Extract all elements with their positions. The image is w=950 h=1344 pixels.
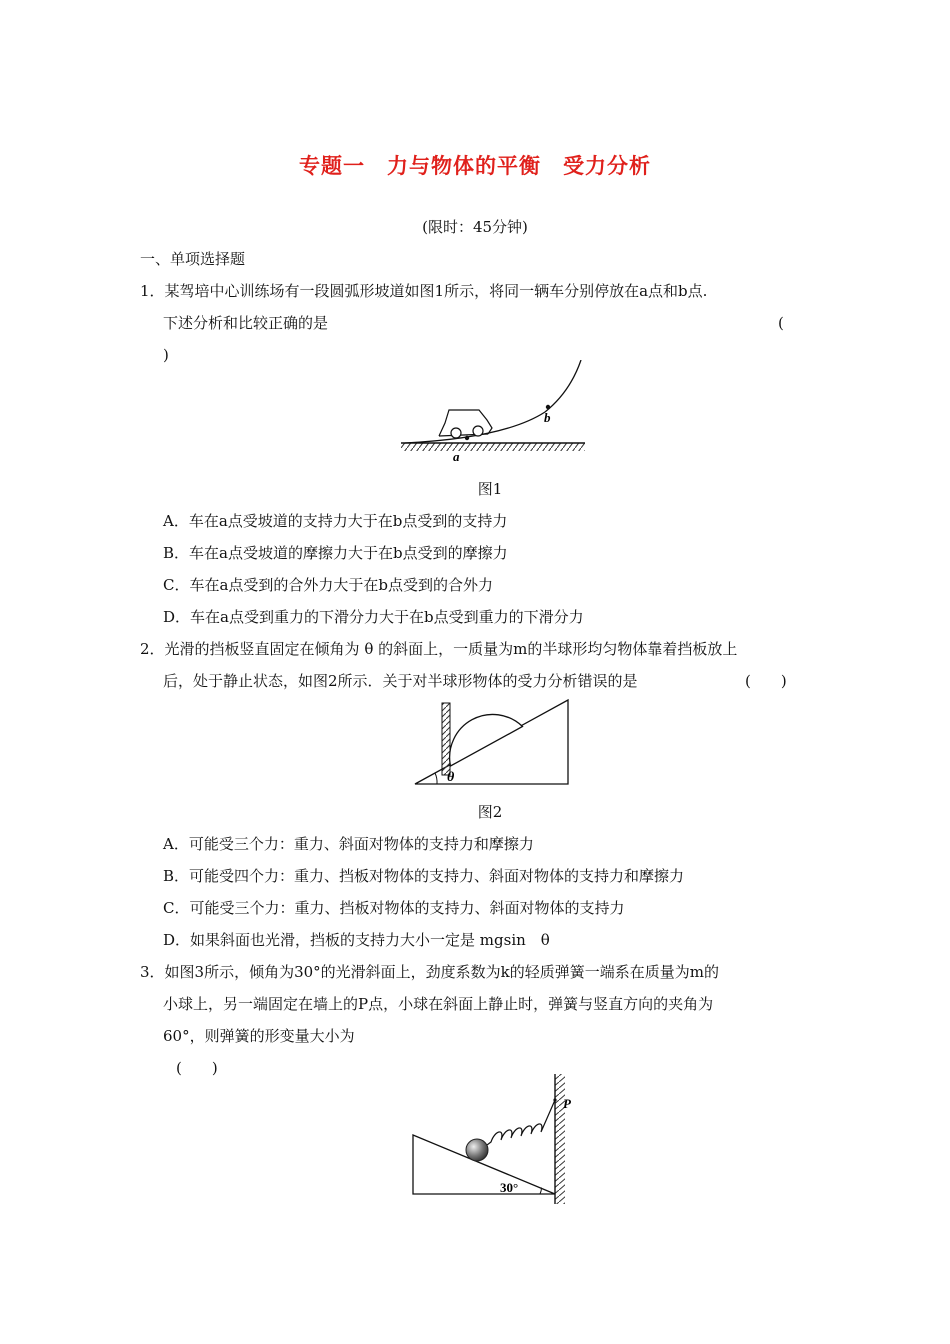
q1-option-d[interactable]: D．车在a点受到重力的下滑分力大于在b点受到重力的下滑分力 [163,608,584,626]
q1-option-c[interactable]: C．车在a点受到的合外力大于在b点受到的合外力 [163,576,494,594]
car-icon [439,410,492,438]
angle-30-label: 30° [500,1180,519,1195]
q2-option-a[interactable]: A．可能受三个力：重力、斜面对物体的支持力和摩擦力 [163,835,534,853]
point-a-dot [465,436,469,440]
q1-answer-paren-open: ( [778,314,784,332]
q2-option-b[interactable]: B．可能受四个力：重力、挡板对物体的支持力、斜面对物体的支持力和摩擦力 [163,867,685,885]
arc-slope-curve [405,360,581,443]
q2-option-d[interactable]: D．如果斜面也光滑，挡板的支持力大小一定是 mgsin θ [163,931,550,949]
figure-1-slope-diagram [395,360,590,465]
q2-stem-line2: 后，处于静止状态，如图2所示．关于对半球形物体的受力分析错误的是 [163,672,638,690]
q2-answer-paren: ( ) [745,672,787,690]
wall-hatching [555,1074,565,1204]
q3-answer-paren: ( ) [176,1059,218,1077]
q1-stem-line2: 下述分析和比较正确的是 [163,314,329,332]
section-heading: 一、单项选择题 [140,250,246,268]
small-ball [466,1139,488,1161]
spring-coil [483,1100,555,1148]
point-p-label: P [563,1096,571,1111]
figure-2-hemisphere-diagram [410,695,575,787]
time-limit: (限时：45分钟) [422,218,528,236]
page-title: 专题一 力与物体的平衡 受力分析 [299,153,651,178]
vertical-baffle [442,703,450,775]
ground-hatching [401,443,585,451]
theta-label: θ [447,770,455,785]
q1-option-a[interactable]: A．车在a点受坡道的支持力大于在b点受到的支持力 [163,512,508,530]
figure-1-caption: 图1 [477,480,503,498]
q1-option-b[interactable]: B．车在a点受坡道的摩擦力大于在b点受到的摩擦力 [163,544,508,562]
q1-answer-paren-close: ) [163,346,169,364]
q3-stem-line1: 3．如图3所示，倾角为30°的光滑斜面上，劲度系数为k的轻质弹簧一端系在质量为m的 [140,963,719,981]
q2-stem-line1: 2．光滑的挡板竖直固定在倾角为 θ 的斜面上，一质量为m的半球形均匀物体靠着挡板放上 [140,640,738,658]
q1-stem-line1: 1．某驾培中心训练场有一段圆弧形坡道如图1所示，将同一辆车分别停放在a点和b点. [140,282,708,300]
point-p-dot [553,1098,556,1101]
figure-2-caption: 图2 [477,803,503,821]
point-a-label: a [453,449,460,464]
q3-stem-line2: 小球上，另一端固定在墙上的P点，小球在斜面上静止时，弹簧与竖直方向的夹角为 [163,995,714,1013]
q3-stem-line3: 60°，则弹簧的形变量大小为 [163,1027,355,1045]
figure-3-spring-diagram [405,1070,580,1210]
q2-option-c[interactable]: C．可能受三个力：重力、挡板对物体的支持力、斜面对物体的支持力 [163,899,625,917]
point-b-label: b [544,410,551,425]
point-b-dot [546,405,550,409]
